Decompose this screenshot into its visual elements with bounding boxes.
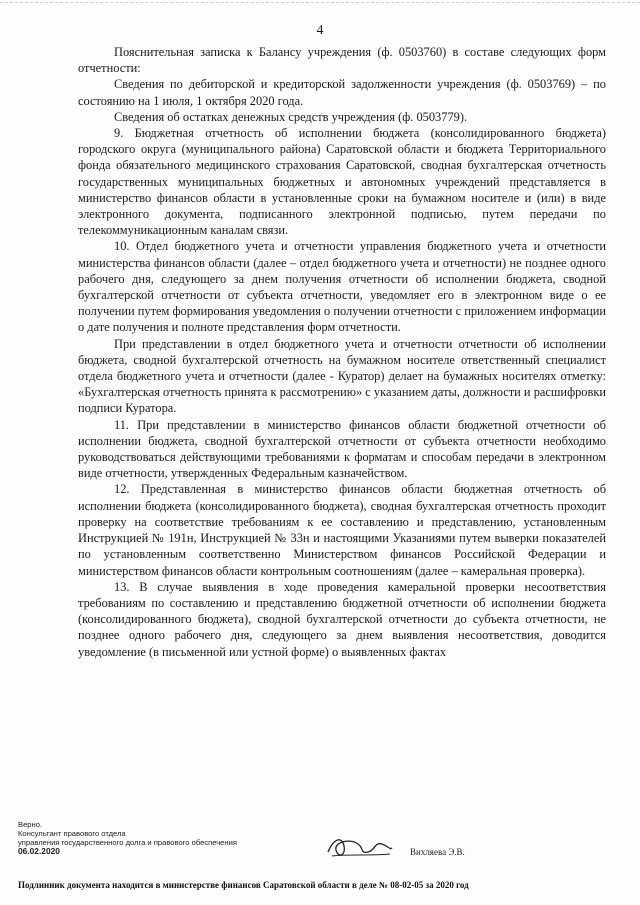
paragraph-explanatory-note: Пояснительная записка к Балансу учреждения (ф. 0503760) в составе следующих форм отчетности: [78, 45, 606, 76]
paragraph-13: 13. В случае выявления в ходе проведения камеральной проверки несоответствия требованиям по составлению и представлению бюджетной отчетности об исполнении бюджета (консолидированного бюджета), сводной бухгалтерской отчетности до субъекта отчетности, не позднее одного рабочего дня, следующего за днем выявления несоответствия, доводится уведомление (в письменной или устной форме) о выявленных фактах [78, 579, 606, 659]
top-edge-line [0, 0, 640, 6]
paragraph-11: 11. При представлении в министерство финансов области бюджетной отчетности об исполнении бюджета, сводной бухгалтерской отчетности от субъекта отчетности необходимо руководствоваться действующими требованиями к форматам и способам передачи в электронном виде отчетности, утвержденных Федеральным казначейством. [78, 417, 606, 481]
signer-name: Вихляева Э.В. [410, 847, 465, 857]
paragraph-9: 9. Бюджетная отчетность об исполнении бюджета (консолидированного бюджета) городского округа (муниципального района) Саратовской области и бюджета Территориального фонда обязательного медицинского страхования Саратовской, сводная бухгалтерская отчетность государственных муниципальных бюджетных и автономных учреждений представляется в министерство финансов области в установленные сроки на бумажном носителе и (или) в виде электронного документа, подписанного электронной подписью, путем передачи по телекоммуникационным каналам связи. [78, 126, 606, 238]
paragraph-10: 10. Отдел бюджетного учета и отчетности управления бюджетного учета и отчетности министерства финансов области (далее – отдел бюджетного учета и отчетности) не позднее одного рабочего дня, следующего за днем получения отчетности об исполнении бюджета, сводной бухгалтерской отчетности от субъекта отчетности, уведомляет его в электронном виде о ее получении путем формирования уведомления о получении отчетности с приложением информации о дате получения и полноте представления форм отчетности. [78, 239, 606, 335]
paragraph-curator: При представлении в отдел бюджетного учета и отчетности отчетности об исполнении бюджета, сводной бухгалтерской отчетность на бумажном носителе ответственный специалист отдела бюджетного учета и отчетности (далее - Куратор) делает на бумажных носителях отметку: «Бухгалтерская отчетность принята к рассмотрению» с указанием даты, должности и расшифровки подписи Куратора. [78, 336, 606, 416]
document-body [78, 44, 606, 844]
page-number: 4 [316, 23, 324, 38]
paragraph-cash-balances: Сведения об остатках денежных средств учреждения (ф. 0503779). [114, 109, 468, 124]
signer-position-line-2: управления государственного долга и правового обеспечения [18, 838, 237, 847]
paragraph-12: 12. Представленная в министерство финансов области бюджетная отчетность об исполнении бюджета (консолидированного бюджета), сводная бухгалтерская отчетность проходит проверку на соответствие требованиям к ее составлению и представлению, установленным Инструкцией № 191н, Инструкцией № 33н и настоящими Указаниями путем выверки показателей по установленным соответственно Министерством финансов Российской Федерации и министерством финансов области контрольным соотношениям (далее – камеральная проверка). [78, 482, 606, 578]
certification-footer [18, 820, 618, 900]
verified-label: Верно. [18, 820, 43, 829]
certification-date: 06.02.2020 [18, 846, 60, 856]
original-location-note: Подлинник документа находится в министерстве финансов Саратовской области в деле № 08-02-05 за 2020 год [18, 880, 469, 890]
handwritten-signature [324, 834, 394, 860]
signer-position-line-1: Консультант правового отдела [18, 829, 126, 838]
paragraph-receivables-info: Сведения по дебиторской и кредиторской задолженности учреждения (ф. 0503769) – по состоянию на 1 июля, 1 октября 2020 года. [78, 77, 606, 108]
